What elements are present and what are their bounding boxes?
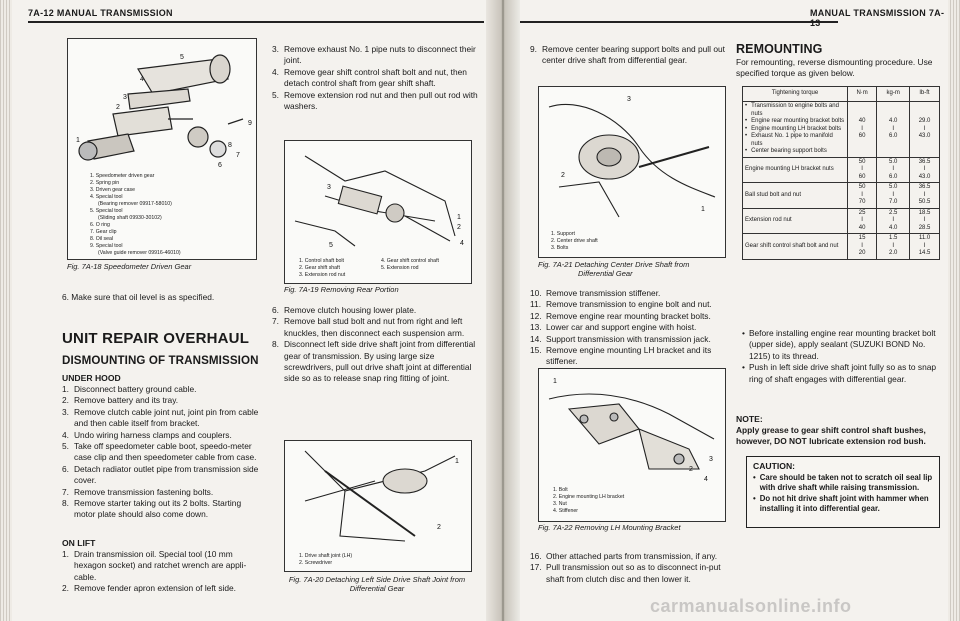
cell-kgm: 4.0 I 6.0 <box>877 102 910 158</box>
cell-kgm: 1.5 I 2.0 <box>877 234 910 260</box>
caption-line: Differential Gear <box>349 584 405 593</box>
legend-item: 3. Nut <box>553 501 567 507</box>
step-text: Remove exhaust No. 1 pipe nuts to disconnect their joint. <box>284 44 476 66</box>
cell-kgm: 5.0 I 6.0 <box>877 157 910 183</box>
step-text: Take off speedometer cable boot, speedo-meter case clip and then speedometer cable from case. <box>74 441 257 463</box>
fig-7a-22-figure <box>538 368 726 522</box>
step-text: Remove starter taking out its 2 bolts. Starting motor plate should also come down. <box>74 498 242 520</box>
table-row <box>743 183 940 209</box>
step-number: 10. <box>530 288 542 298</box>
cell-nm: 15 I 20 <box>848 234 877 260</box>
step-text: Detach radiator outlet pipe from transmission side cover. <box>74 463 259 486</box>
caption-line: Differential Gear <box>578 269 633 278</box>
left-header-rule <box>28 21 484 23</box>
step-number: 12. <box>530 310 542 321</box>
step-6-text: 6. Make sure that oil level is as specified. <box>62 292 215 302</box>
step-number: 6. <box>272 305 279 315</box>
bullet-item: • Engine mounting LH bracket bolts <box>745 126 845 134</box>
step-number: 2. <box>62 583 69 594</box>
callout-2: 2 <box>437 524 441 531</box>
table-row <box>743 208 940 234</box>
step-item <box>530 311 730 322</box>
step-item <box>272 305 482 316</box>
left-page <box>12 0 486 621</box>
steps-6-to-8 <box>272 305 482 385</box>
center-gutter <box>486 0 520 621</box>
callout-5: 5 <box>180 54 184 61</box>
cell-lbft: 36.5 I 50.5 <box>910 183 940 209</box>
rear-portion-illustration <box>285 141 471 253</box>
right-binding-edge <box>948 0 960 621</box>
caption-line: Fig. 7A-21 Detaching Center Drive Shaft from <box>538 260 690 269</box>
table-row <box>743 234 940 260</box>
step-item <box>530 44 730 67</box>
step-number: 8. <box>62 498 69 509</box>
fig-7a-22-caption: Fig. 7A-22 Removing LH Mounting Bracket <box>538 523 681 532</box>
step-item <box>530 562 735 585</box>
step-number: 11. <box>530 299 542 310</box>
table-row <box>743 102 940 158</box>
step-number: 9. <box>530 44 537 54</box>
fig-7a-21-figure <box>538 86 726 258</box>
row-item: Ball stud bolt and nut <box>743 183 848 209</box>
fig-7a-22-legend <box>553 487 624 515</box>
step-item <box>62 384 262 395</box>
step-number: 7. <box>272 316 279 327</box>
step-item <box>272 90 482 113</box>
step-text: Remove clutch cable joint nut, joint pin from cable and then cable itself from bracket. <box>74 406 259 429</box>
step-item <box>62 583 262 594</box>
legend-item: 1. Support <box>551 231 575 237</box>
col-tightening-torque: Tightening torque <box>743 87 848 102</box>
step-item <box>530 299 730 310</box>
fig-7a-21-caption <box>538 260 689 278</box>
remounting-bullets <box>742 328 938 385</box>
callout-2: 2 <box>561 172 565 179</box>
step-item <box>62 395 262 406</box>
legend-item: 3. Driven gear case <box>90 187 135 193</box>
unit-repair-title: UNIT REPAIR OVERHAUL <box>62 330 250 347</box>
callout-3: 3 <box>709 456 713 463</box>
bullet-item: • Care should be taken not to scratch oil seal lip with drive shaft while raising transmission. <box>753 473 935 494</box>
legend-item: 1. Speedometer driven gear <box>90 173 155 179</box>
legend-item: 5. Special tool <box>90 208 123 214</box>
step-text: Remove fender apron extension of left side. <box>74 583 237 594</box>
fig-7a-19-caption: Fig. 7A-19 Removing Rear Portion <box>284 285 399 294</box>
step-number: 17. <box>530 562 542 573</box>
row-item: Gear shift control shaft bolt and nut <box>743 234 848 260</box>
step-text: Lower car and support engine with hoist. <box>546 322 697 333</box>
cell-nm: 25 I 40 <box>848 208 877 234</box>
right-page <box>520 0 948 621</box>
bullet-item: • Exhaust No. 1 pipe to manifold nuts <box>745 133 845 148</box>
step-number: 4. <box>272 66 279 77</box>
on-lift-steps <box>62 549 262 595</box>
left-page-header: 7A-12 MANUAL TRANSMISSION <box>28 8 173 18</box>
callout-4: 4 <box>460 240 464 247</box>
legend-item: 2. Spring pin <box>90 180 120 186</box>
remounting-title: REMOUNTING <box>736 42 823 56</box>
fig-7a-20-figure <box>284 440 472 572</box>
bullet-item: • Before installing engine rear mounting bracket bolt (upper side), apply sealant (SUZUKI BOND No. 1215) to its thread. <box>742 328 938 362</box>
step-text: Undo wiring harness clamps and couplers. <box>74 429 232 440</box>
step-item <box>530 334 730 345</box>
step-number: 14. <box>530 333 542 344</box>
fig-7a-19-legend-left <box>299 258 345 279</box>
step-text: Remove extension rod nut and then pull out rod with washers. <box>284 89 478 112</box>
on-lift-heading: ON LIFT <box>62 538 96 548</box>
legend-item: 3. Extension rod nut <box>299 272 346 278</box>
remounting-intro: For remounting, reverse dismounting procedure. Use specified torque as given below. <box>736 57 933 79</box>
note-text: Apply grease to gear shift control shaft bushes, however, DO NOT lubricate extension rod bush. <box>736 425 926 447</box>
step-number: 15. <box>530 345 542 356</box>
col-lbft: lb-ft <box>910 87 940 102</box>
row-item: Engine mounting LH bracket nuts <box>743 157 848 183</box>
step-number: 4. <box>62 429 69 440</box>
step-item <box>272 339 482 385</box>
bullet-item: • Center bearing support bolts <box>745 148 845 156</box>
step-text: Remove ball stud bolt and nut from right and left knuckles, then disconnect each suspension arm. <box>284 316 465 338</box>
step-number: 6. <box>62 463 69 474</box>
steps-3-to-5 <box>272 44 482 112</box>
legend-item: (Valve guide remover 09916-46010) <box>98 250 181 256</box>
callout-2: 2 <box>689 466 693 473</box>
step-text: Remove battery and its tray. <box>74 395 179 406</box>
step-number: 1. <box>62 384 69 394</box>
right-header-rule <box>520 21 838 23</box>
watermark: carmanualsonline.info <box>650 596 852 616</box>
legend-item: 2. Screwdriver <box>299 560 333 566</box>
fig-7a-21-legend <box>551 231 598 252</box>
fig-7a-18-figure <box>67 38 257 260</box>
step-text: Pull transmission out so as to disconnect in-put shaft from clutch disc and then lower it. <box>546 562 721 584</box>
legend-item: 8. Oil seal <box>90 236 114 242</box>
lh-mounting-bracket-illustration <box>539 369 725 485</box>
step-number: 1. <box>62 549 69 559</box>
caution-items <box>753 473 935 515</box>
under-hood-heading: UNDER HOOD <box>62 373 121 383</box>
step-item <box>530 322 730 333</box>
speedometer-driven-gear-illustration <box>68 39 256 174</box>
legend-item: 7. Gear clip <box>90 229 117 235</box>
torque-table-header <box>743 87 940 102</box>
step-text: Remove gear shift control shaft bolt and nut, then detach control shaft from gear shift shaft. <box>284 66 467 89</box>
step-number: 13. <box>530 322 542 333</box>
fig-7a-20-legend <box>299 553 352 567</box>
caution-heading: CAUTION: <box>753 461 796 471</box>
caption-line: Fig. 7A-20 Detaching Left Side Drive Shaft Joint from <box>288 575 466 584</box>
right-page-header: MANUAL TRANSMISSION 7A-13 <box>810 8 945 28</box>
callout-1: 1 <box>457 214 461 221</box>
step-item <box>530 288 730 299</box>
step-item <box>62 441 262 464</box>
legend-item: 1. Drive shaft joint (LH) <box>299 553 353 559</box>
callout-2: 2 <box>116 104 120 111</box>
callout-7: 7 <box>236 152 240 159</box>
legend-item: 2. Gear shift shaft <box>299 265 340 271</box>
legend-item: 4. Special tool <box>90 194 123 200</box>
callout-6: 6 <box>218 162 222 169</box>
step-number: 16. <box>530 551 542 561</box>
legend-item: 9. Special tool <box>90 243 123 249</box>
callout-4: 4 <box>140 76 144 83</box>
cell-nm: 50 I 70 <box>848 183 877 209</box>
callout-1: 1 <box>553 378 557 385</box>
callout-3: 3 <box>123 94 127 101</box>
step-item <box>62 498 262 521</box>
callout-4: 4 <box>704 476 708 483</box>
step-text: Remove center bearing support bolts and pull out center drive shaft from differential gear. <box>542 44 725 66</box>
cell-lbft: 29.0 I 43.0 <box>910 102 940 158</box>
torque-table <box>742 86 940 260</box>
table-row <box>743 157 940 183</box>
step-item <box>530 551 735 562</box>
cell-lbft: 36.5 I 43.0 <box>910 157 940 183</box>
step-text: Other attached parts from transmission, if any. <box>546 551 718 561</box>
callout-1: 1 <box>701 206 705 213</box>
step-9 <box>530 44 730 67</box>
step-item <box>272 316 482 339</box>
center-drive-shaft-illustration <box>539 87 725 227</box>
legend-item: 1. Control shaft bolt <box>299 258 344 264</box>
legend-item: 3. Bolts <box>551 245 569 251</box>
step-number: 5. <box>272 89 279 100</box>
step-item <box>62 407 262 430</box>
cell-nm: 50 I 60 <box>848 157 877 183</box>
step-number: 3. <box>62 406 69 417</box>
left-binding-edge <box>0 0 12 621</box>
fig-7a-19-legend-right <box>381 258 439 272</box>
step-text: Remove transmission fastening bolts. <box>74 486 214 497</box>
bullet-item: • Push in left side drive shaft joint fully so as to snap ring of shaft engages with differential gear. <box>742 362 938 385</box>
dismounting-subtitle: DISMOUNTING OF TRANSMISSION <box>62 354 259 367</box>
legend-item: 2. Engine mounting LH bracket <box>553 494 625 500</box>
bullet-item: • Transmission to engine bolts and nuts <box>745 103 845 118</box>
legend-item: (Sliding shaft 09930-30102) <box>98 215 162 221</box>
fig-7a-20-caption <box>284 575 470 593</box>
callout-3: 3 <box>627 96 631 103</box>
legend-item: (Bearing remover 09917-58010) <box>98 201 172 207</box>
bullet-item: • Engine rear mounting bracket bolts <box>745 118 845 126</box>
cell-lbft: 18.5 I 28.5 <box>910 208 940 234</box>
step-text: Remove clutch housing lower plate. <box>284 305 417 315</box>
row-item: Extension rod nut <box>743 208 848 234</box>
col-nm: N·m <box>848 87 877 102</box>
cell-nm: 40 I 60 <box>848 102 877 158</box>
step-text: Remove engine mounting LH bracket and its stiffener. <box>546 345 712 367</box>
step-item <box>62 430 262 441</box>
row-item <box>743 102 848 158</box>
callout-9: 9 <box>248 120 252 127</box>
step-item <box>272 67 482 90</box>
step-number: 3. <box>272 44 279 54</box>
step-item <box>62 487 262 498</box>
callout-2: 2 <box>457 224 461 231</box>
cell-kgm: 2.5 I 4.0 <box>877 208 910 234</box>
drive-shaft-joint-illustration <box>285 441 471 549</box>
callout-1: 1 <box>76 137 80 144</box>
legend-item: 2. Center drive shaft <box>551 238 598 244</box>
step-text: Remove transmission to engine bolt and nut. <box>546 299 712 310</box>
legend-item: 1. Bolt <box>553 487 568 493</box>
step-number: 5. <box>62 441 69 452</box>
fig-7a-18-caption: Fig. 7A-18 Speedometer Driven Gear <box>67 262 192 271</box>
legend-item: 5. Extension rod <box>381 265 419 271</box>
note-heading: NOTE: <box>736 414 763 424</box>
step-item <box>530 345 730 368</box>
legend-item: 4. Stiffener <box>553 508 578 514</box>
under-hood-steps <box>62 384 262 521</box>
fig-7a-19-figure <box>284 140 472 284</box>
cell-lbft: 11.0 I 14.5 <box>910 234 940 260</box>
callout-1: 1 <box>455 458 459 465</box>
step-text: Remove engine rear mounting bracket bolts. <box>546 310 711 321</box>
step-text: Remove transmission stiffener. <box>546 288 661 298</box>
cell-kgm: 5.0 I 7.0 <box>877 183 910 209</box>
callout-5: 5 <box>329 242 333 249</box>
legend-item: 6. O ring <box>90 222 110 228</box>
callout-8: 8 <box>228 142 232 149</box>
step-number: 2. <box>62 395 69 406</box>
step-text: Drain transmission oil. Special tool (10 mm hexagon socket) and ratchet wrench are appli-cable. <box>74 549 247 582</box>
bullet-item: • Do not hit drive shaft joint with hammer when installing it into differential gear. <box>753 494 935 515</box>
step-text: Support transmission with transmission jack. <box>546 333 711 344</box>
step-text: Disconnect left side drive shaft joint from differential gear of transmission. By using large size screwdrivers, pull out drive shaft joint at differential side so as to release snap ring fitting of joint. <box>284 339 476 384</box>
step-number: 7. <box>62 486 69 497</box>
fig-7a-18-legend <box>90 173 250 257</box>
callout-3: 3 <box>327 184 331 191</box>
step-item <box>62 549 262 583</box>
steps-10-to-15 <box>530 288 730 368</box>
step-item <box>272 44 482 67</box>
step-text: Disconnect battery ground cable. <box>74 384 197 394</box>
step-number: 8. <box>272 339 279 350</box>
steps-16-17 <box>530 551 735 585</box>
caution-box <box>746 456 940 528</box>
step-item <box>62 464 262 487</box>
legend-item: 4. Gear shift control shaft <box>381 258 439 264</box>
col-kgm: kg-m <box>877 87 910 102</box>
